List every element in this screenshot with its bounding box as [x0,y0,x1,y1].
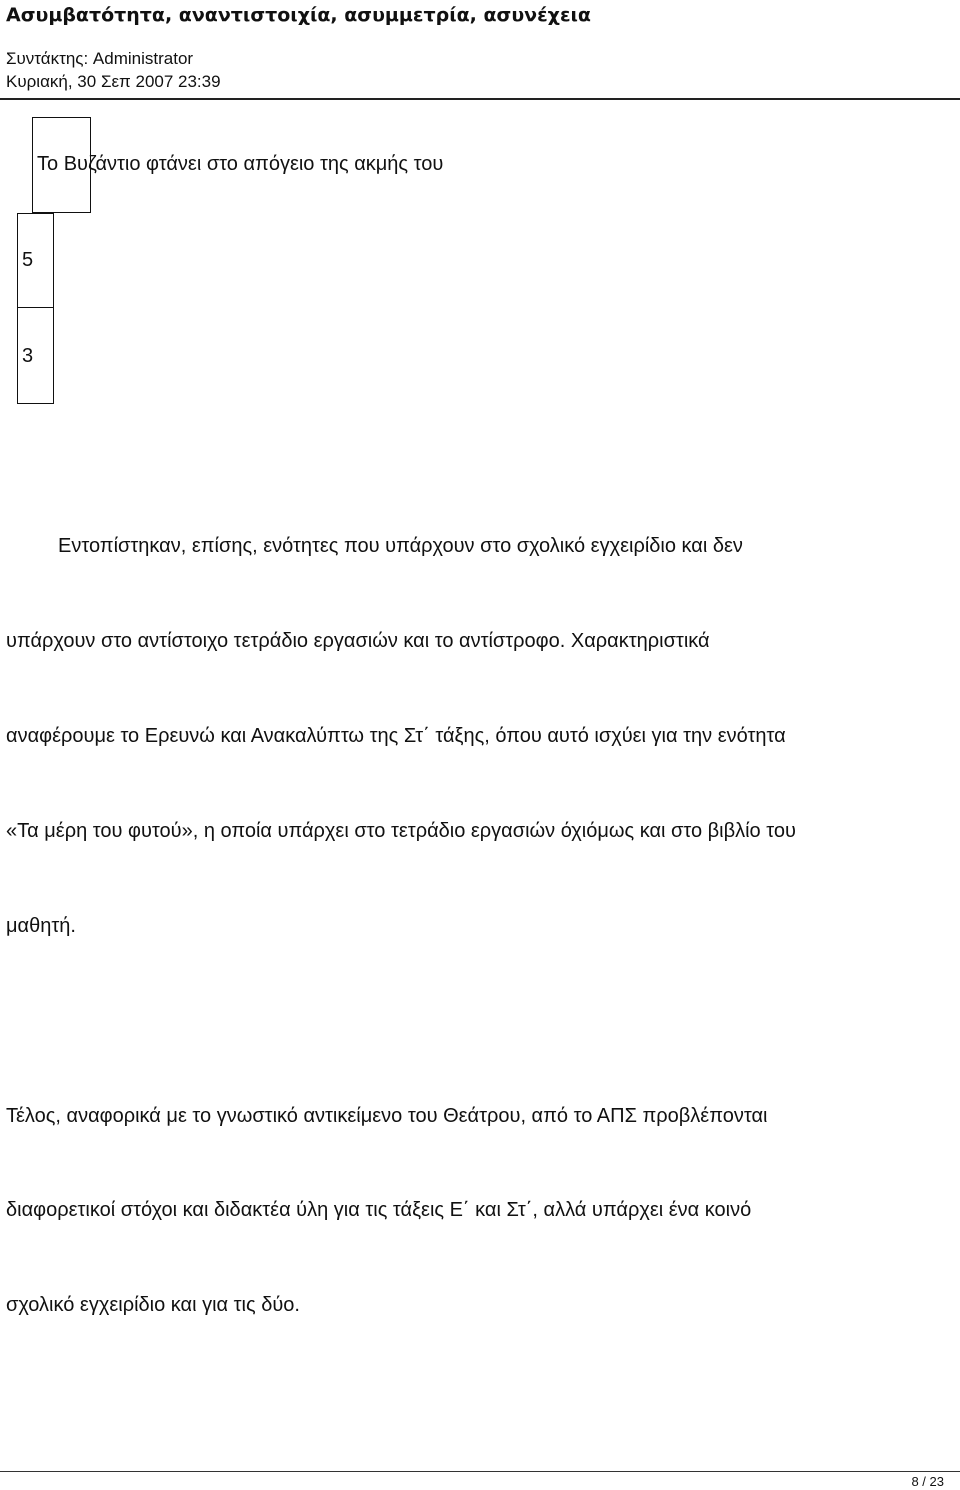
text-line: Εντοπίστηκαν, επίσης, ενότητες που υπάρχουν στο σχολικό εγχειρίδιο και δεν [58,535,743,557]
article-title: Ασυμβατότητα, αναντιστοιχία, ασυμμετρία, ασυνέχεια [6,4,591,26]
text-line: αναφέρουμε το Ερευνώ και Ανακαλύπτω της Στ΄ τάξης, όπου αυτό ισχύει για την ενότητα [6,725,786,747]
text-line: «Τα μέρη του φυτού», η οποία υπάρχει στο τετράδιο εργασιών όχιόμως και στο βιβλίο του [6,820,796,842]
table-heading: Το Βυζάντιο φτάνει στο απόγειο της ακμής του [37,153,444,175]
footer-divider [0,1471,960,1472]
article-date: Κυριακή, 30 Σεπ 2007 23:39 [6,72,221,91]
table-cell-value: 5 [22,249,34,271]
table-cell-value: 3 [22,345,34,367]
article-author: Συντάκτης: Administrator [6,49,194,68]
text-line: υπάρχουν στο αντίστοιχο τετράδιο εργασιών και το αντίστροφο. Χαρακτηριστικά [6,630,710,652]
header-divider [0,98,960,100]
text-line: σχολικό εγχειρίδιο και για τις δύο. [6,1294,300,1316]
page-number: 8 / 23 [911,1474,944,1489]
text-line: μαθητή. [6,915,76,937]
text-line: διαφορετικοί στόχοι και διδακτέα ύλη για τις τάξεις Ε΄ και Στ΄, αλλά υπάρχει ένα κοινό [6,1199,752,1221]
text-line: Τέλος, αναφορικά με το γνωστικό αντικείμενο του Θεάτρου, από το ΑΠΣ προβλέπονται [6,1105,768,1127]
